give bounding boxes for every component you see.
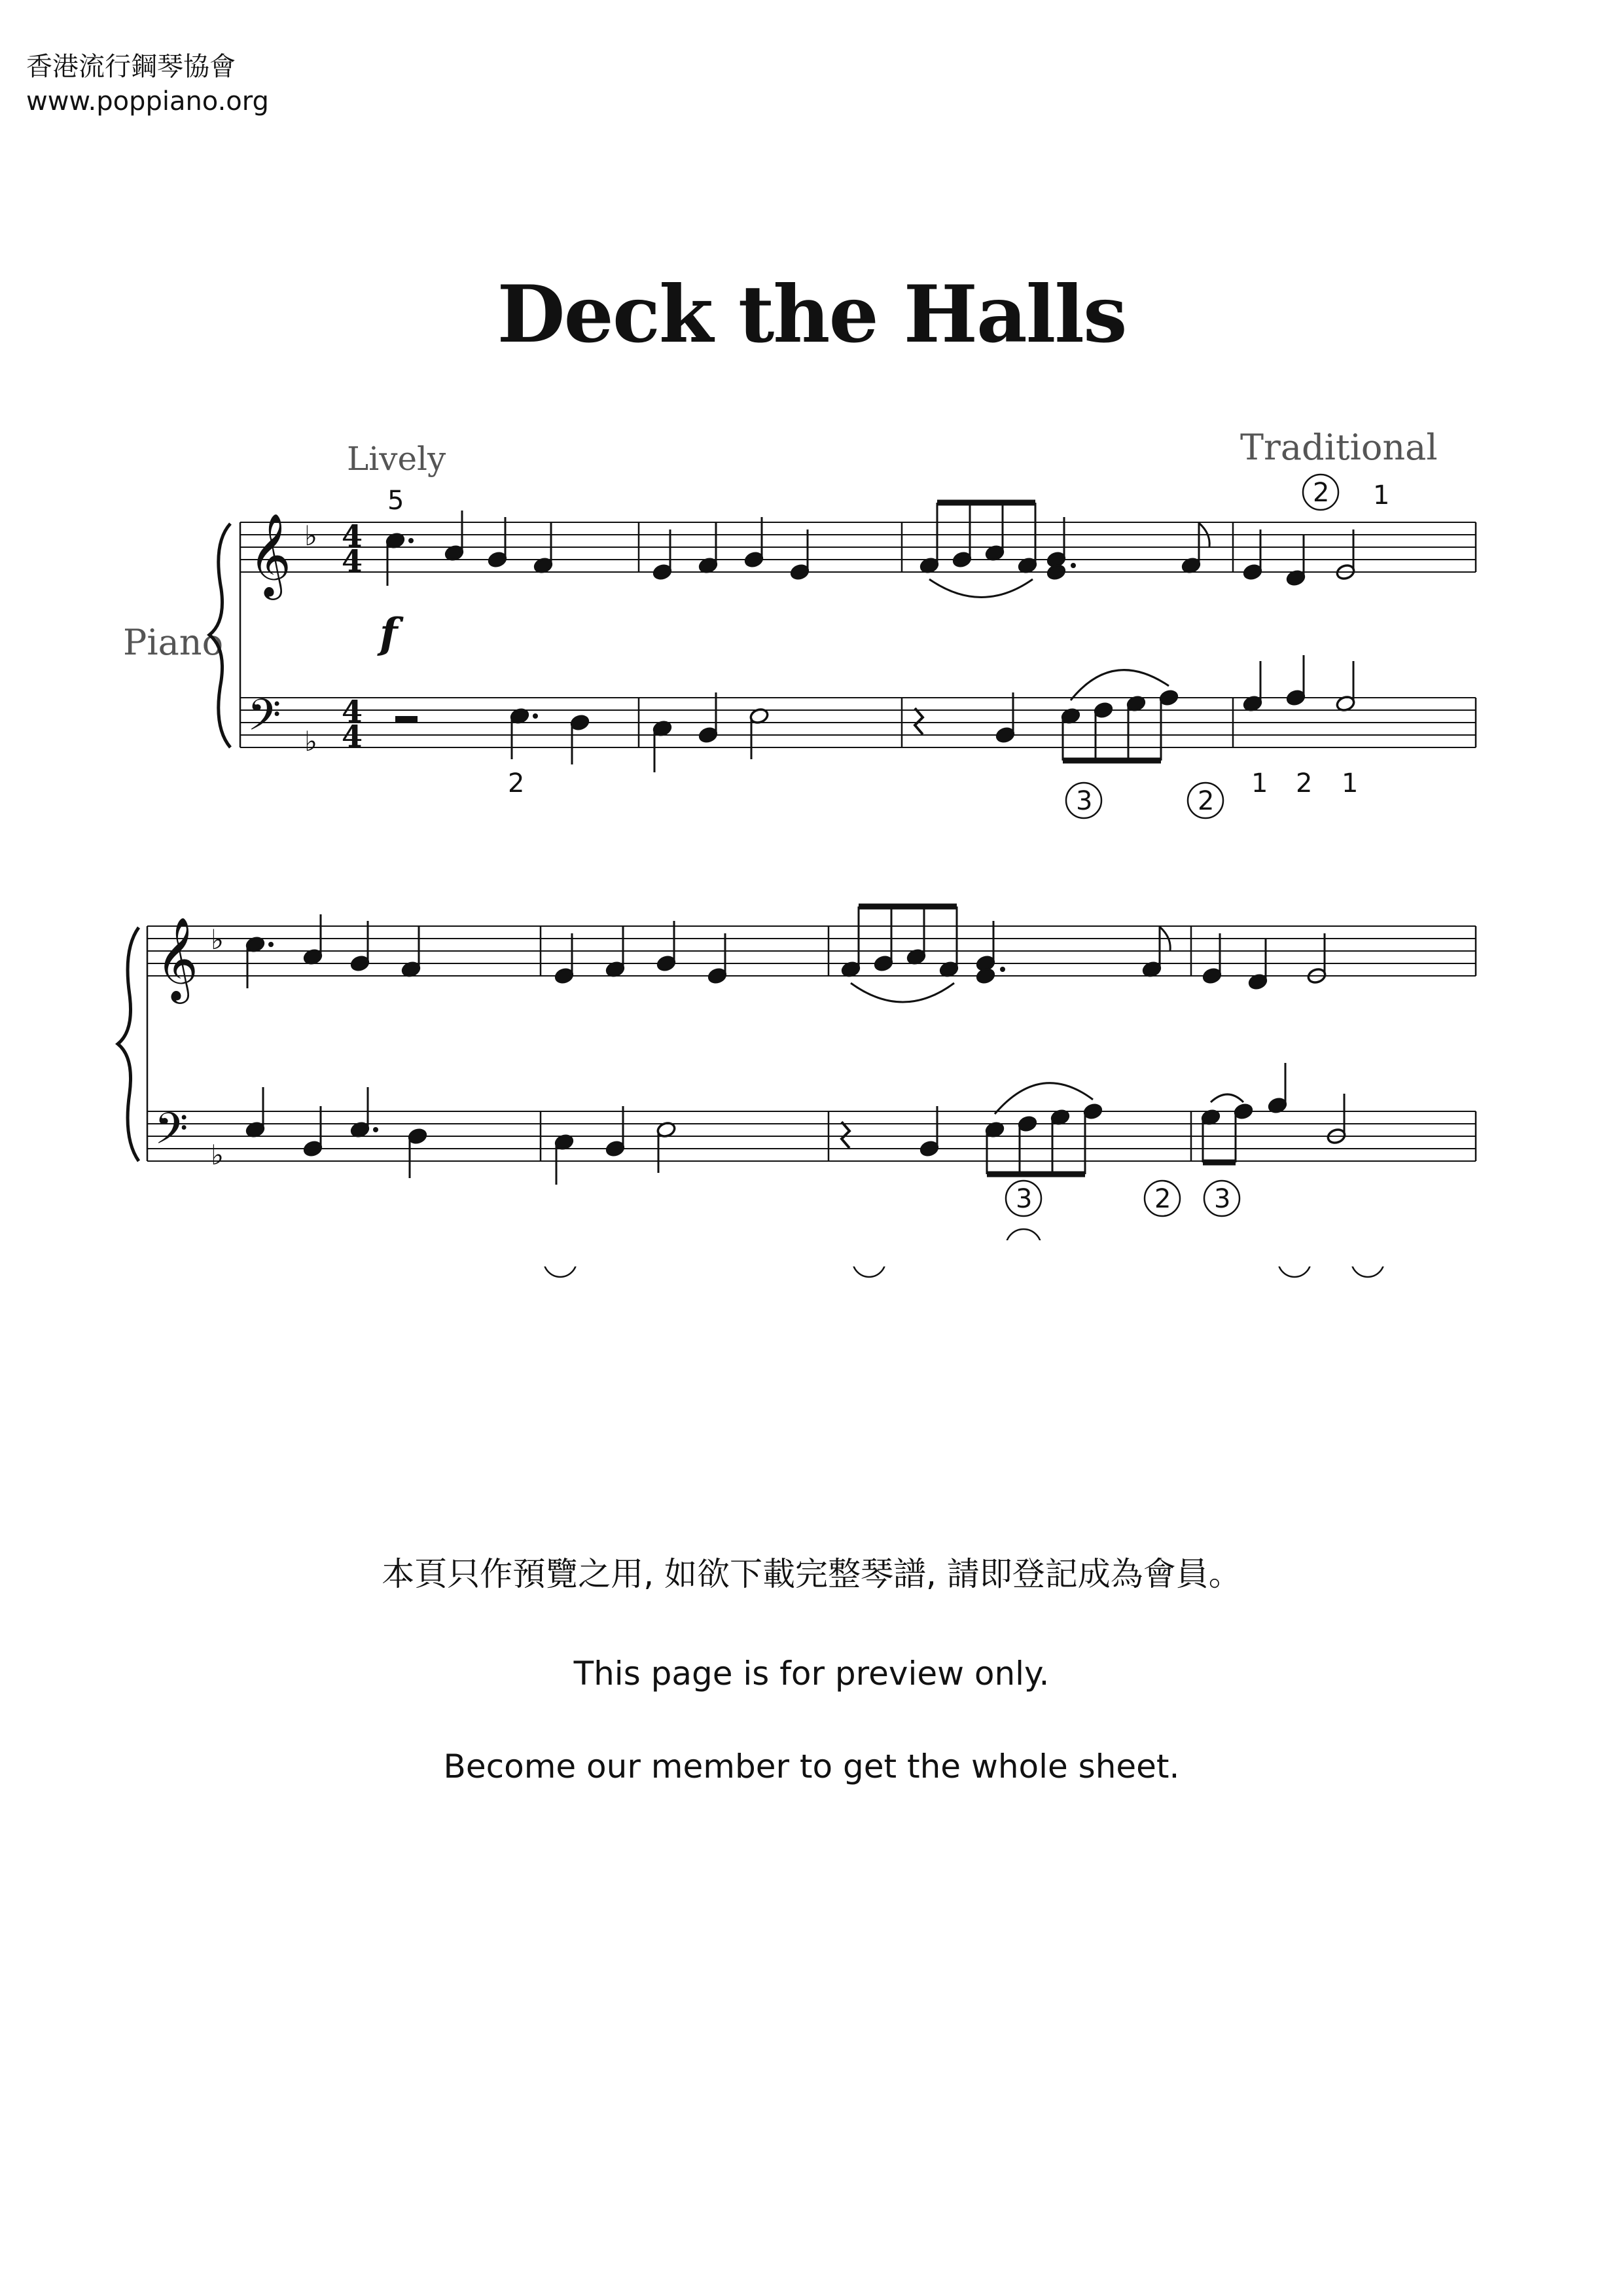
fingering-bass-1b: 1	[1342, 768, 1359, 798]
time-sig-1d: 4	[342, 719, 363, 754]
bass-staff-1	[240, 698, 1476, 747]
fingering-s2-3a: 3	[1016, 1184, 1033, 1214]
tempo-marking: Lively	[347, 440, 446, 478]
score-title: Deck the Halls	[497, 268, 1126, 361]
flat-key-1b: ♭	[304, 725, 317, 757]
fingering-2-circle: 2	[1313, 478, 1330, 508]
rest-2	[842, 1122, 849, 1148]
fingering-bass-2b: 2	[1198, 786, 1215, 816]
time-sig-1a: 4	[342, 518, 363, 554]
time-sig-1c: 4	[342, 694, 363, 729]
bass-clef-2: 𝄢	[154, 1103, 188, 1164]
bass-staff-2	[147, 1111, 1476, 1161]
treble-clef-1: 𝄞	[249, 512, 292, 596]
fingering-bass-3: 3	[1076, 786, 1093, 816]
bass-clef-1: 𝄢	[247, 690, 281, 751]
fingering-s2-2: 2	[1154, 1184, 1171, 1214]
fingering-bass-2: 2	[508, 768, 525, 798]
time-sig-1b: 4	[342, 543, 363, 579]
preview-cutoff	[0, 1240, 1623, 1266]
treble-staff-1	[240, 522, 1476, 572]
barlines-2	[147, 926, 1476, 1161]
composer-credit: Traditional	[1240, 427, 1438, 468]
brace-2	[118, 927, 139, 1161]
site-url: www.poppiano.org	[26, 86, 269, 117]
treble-notes-1	[385, 503, 1356, 598]
flat-key-1a: ♭	[304, 520, 317, 552]
system-1	[209, 522, 1476, 747]
site-name: 香港流行鋼琴協會	[26, 52, 236, 82]
fingering-s2-3b: 3	[1214, 1184, 1231, 1214]
preview-notice-chinese: 本頁只作預覽之用, 如欲下載完整琴譜, 請即登記成為會員。	[382, 1555, 1241, 1593]
fingering-5: 5	[387, 486, 404, 516]
instrument-label: Piano	[123, 622, 224, 663]
fingering-1-top: 1	[1373, 480, 1390, 511]
flat-key-2a: ♭	[211, 924, 224, 956]
rest-1	[915, 708, 923, 734]
treble-staff-2	[147, 926, 1476, 976]
preview-notice-line1: This page is for preview only.	[573, 1655, 1050, 1693]
fingering-bass-1a: 1	[1251, 768, 1268, 798]
barlines-1	[240, 522, 1476, 747]
bass-notes-1	[395, 655, 1355, 772]
dynamic-forte: f	[380, 609, 398, 658]
treble-notes-2	[245, 906, 1327, 1002]
treble-clef-2: 𝄞	[156, 916, 199, 1000]
fingering-bass-2c: 2	[1296, 768, 1313, 798]
preview-notice-line2: Become our member to get the whole sheet.	[443, 1748, 1180, 1785]
flat-key-2b: ♭	[211, 1139, 224, 1171]
brace-1	[209, 524, 230, 747]
